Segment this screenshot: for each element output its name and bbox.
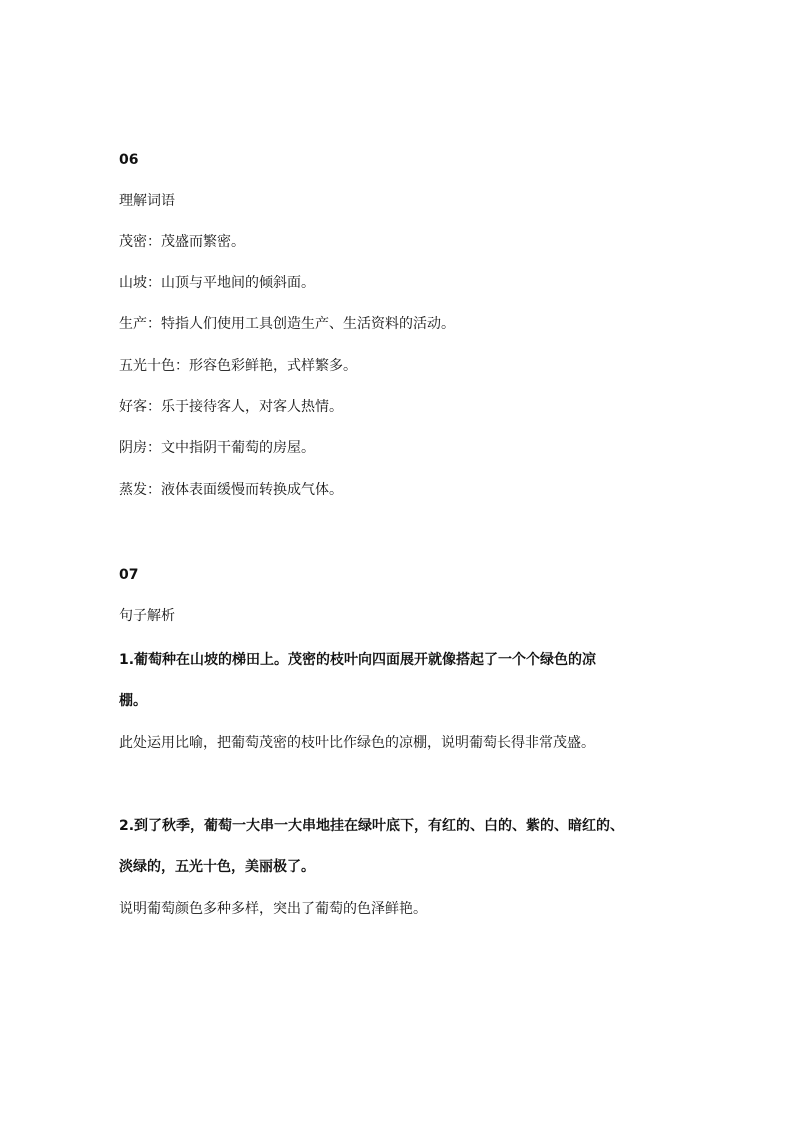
term-item: 生产：特指人们使用工具创造生产、生活资料的活动。 xyxy=(119,316,455,332)
sentence-1-analysis: 此处运用比喻，把葡萄茂密的枝叶比作绿色的凉棚，说明葡萄长得非常茂盛。 xyxy=(119,735,595,751)
term-item: 好客：乐于接待客人，对客人热情。 xyxy=(119,399,343,415)
sentence-2-analysis: 说明葡萄颜色多种多样，突出了葡萄的色泽鲜艳。 xyxy=(119,901,427,917)
term-item: 茂密：茂盛而繁密。 xyxy=(119,234,245,250)
sentence-2-line-1: 2.到了秋季，葡萄一大串一大串地挂在绿叶底下，有红的、白的、紫的、暗红的、 xyxy=(119,818,625,834)
sentence-1-line-1: 1.葡萄种在山坡的梯田上。茂密的枝叶向四面展开就像搭起了一个个绿色的凉 xyxy=(119,652,597,668)
document-page xyxy=(119,0,719,1122)
term-item: 五光十色：形容色彩鲜艳，式样繁多。 xyxy=(119,358,357,374)
term-item: 蒸发：液体表面缓慢而转换成气体。 xyxy=(119,482,343,498)
section-06-heading: 理解词语 xyxy=(119,193,175,209)
sentence-2-line-2: 淡绿的，五光十色，美丽极了。 xyxy=(119,859,315,875)
section-06-number: 06 xyxy=(119,152,139,168)
section-07-heading: 句子解析 xyxy=(119,608,175,624)
term-item: 阴房：文中指阴干葡萄的房屋。 xyxy=(119,440,315,456)
term-item: 山坡：山顶与平地间的倾斜面。 xyxy=(119,275,315,291)
sentence-1-line-2: 棚。 xyxy=(119,693,147,709)
section-07-number: 07 xyxy=(119,567,139,583)
